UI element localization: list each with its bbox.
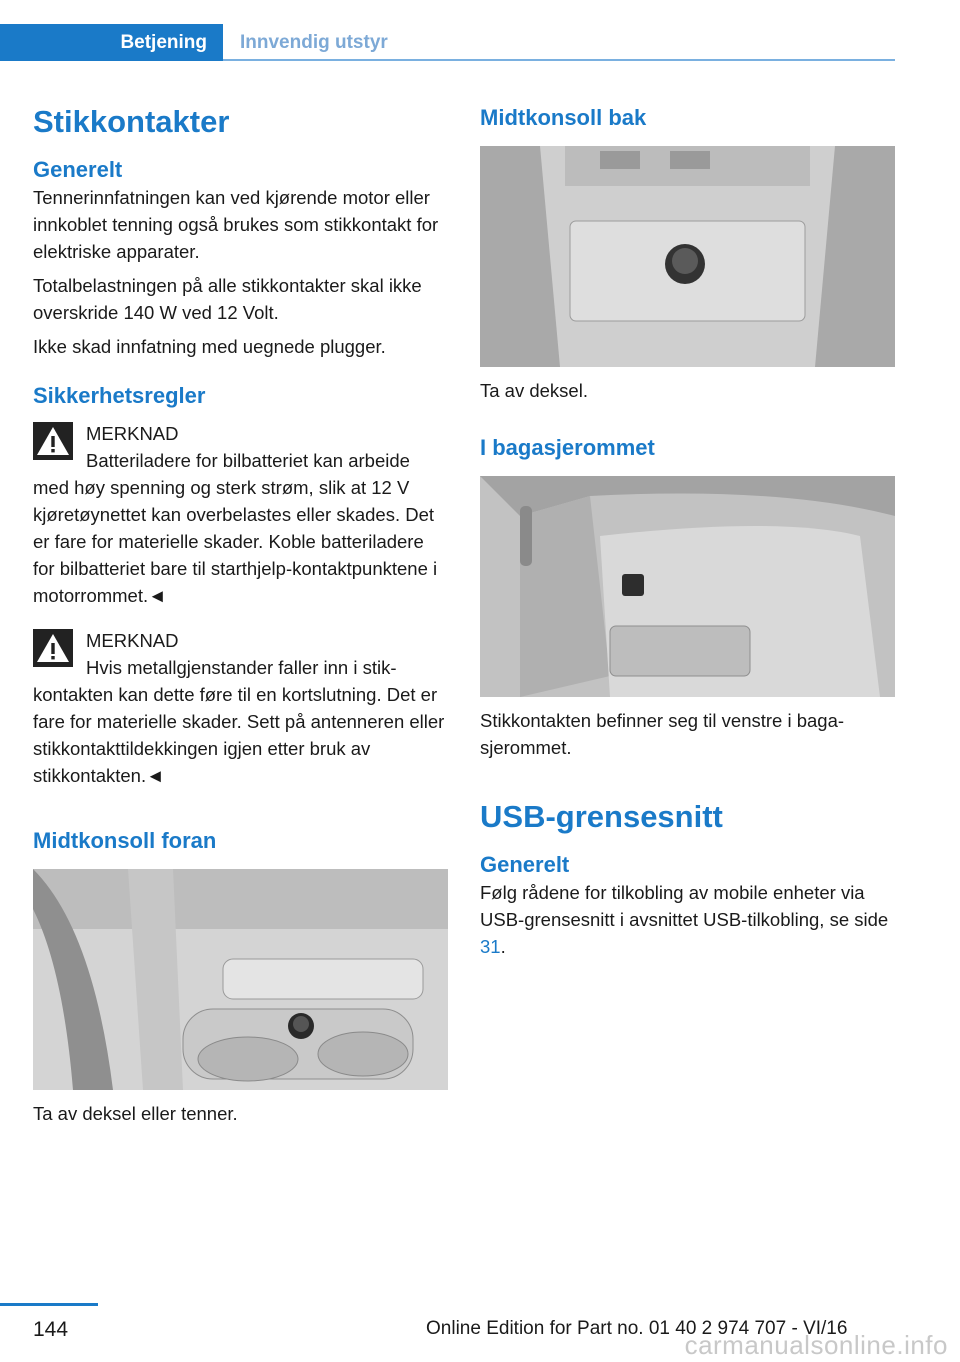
header-rule [223, 59, 895, 61]
page-number: 144 [33, 1318, 69, 1341]
rear-console-caption: Ta av deksel. [480, 380, 588, 401]
warning-2-text: Hvis metallgjenstander faller inn i stikkontakten kan dette føre til en kortslutning. Det er fare for materielle skader. Sett på antenneren eller stikkontakttildekkingen igjen etter bruk av stikkontakten.◄ [33, 657, 445, 786]
heading-sikkerhetsregler: Sikkerhetsregler [33, 383, 206, 408]
trunk-photo [480, 476, 895, 697]
warning-2-label: MERKNAD [86, 630, 179, 651]
rear-console-photo [480, 146, 895, 367]
generelt-paragraph-1: Tennerinnfatningen kan ved kjørende motor eller innkoblet tenning også brukes som stikkontakt for elektriske apparater. [33, 187, 439, 262]
heading-midtkonsoll-bak: Midtkonsoll bak [480, 105, 647, 130]
footer-rule [0, 1303, 98, 1306]
watermark: carmanualsonline.info [684, 1330, 948, 1360]
front-console-caption: Ta av deksel eller tenner. [33, 1103, 238, 1124]
generelt-paragraph-2: Totalbelastningen på alle stikkontakter skal ikke overskride 140 W ved 12 Volt. [33, 275, 422, 323]
generelt-paragraph-3: Ikke skad innfatning med uegnede plugger. [33, 336, 386, 357]
page-header [0, 0, 960, 64]
warning-block-1 [33, 420, 449, 609]
usb-title: USB-grensesnitt [480, 799, 723, 834]
tab-betjening[interactable]: Betjening [0, 24, 223, 61]
heading-midtkonsoll-foran: Midtkonsoll foran [33, 828, 217, 853]
usb-paragraph [480, 879, 896, 960]
edition-text: Online Edition for Part no. 01 40 2 974 707 - VI/16 [426, 1318, 848, 1339]
warning-icon [33, 422, 73, 460]
usb-text: Følg rådene for tilkobling av mobile enheter via USB-grensesnitt i avsnittet USB-tilkobling, se side [480, 882, 889, 930]
warning-1-text: Batteriladere for bilbatteriet kan arbeide med høy spenning og sterk strøm, slik at 12 V kjøretøynettet kan overbelastes eller skades. Det er fare for materielle skader. Koble batteriladere for bilbatteriet bare til starthjelp-kontaktpunktene i motorrommet.◄ [33, 450, 438, 606]
tab-innvendig-utstyr[interactable]: Innvendig utstyr [240, 31, 388, 53]
heading-usb-generelt: Generelt [480, 852, 570, 877]
heading-bagasjerommet: I bagasjerommet [480, 435, 655, 460]
page-title: Stikkontakter [33, 104, 230, 139]
warning-block-2 [33, 627, 449, 789]
trunk-caption: Stikkontakten befinner seg til venstre i bagasjerommet. [480, 710, 845, 758]
usb-text-end: . [500, 936, 506, 957]
front-console-photo [33, 869, 448, 1090]
left-column [33, 100, 449, 1127]
warning-icon [33, 629, 73, 667]
page-link-31[interactable]: 31 [480, 936, 501, 957]
warning-1-label: MERKNAD [86, 423, 179, 444]
heading-generelt: Generelt [33, 157, 123, 182]
right-column [480, 100, 896, 960]
